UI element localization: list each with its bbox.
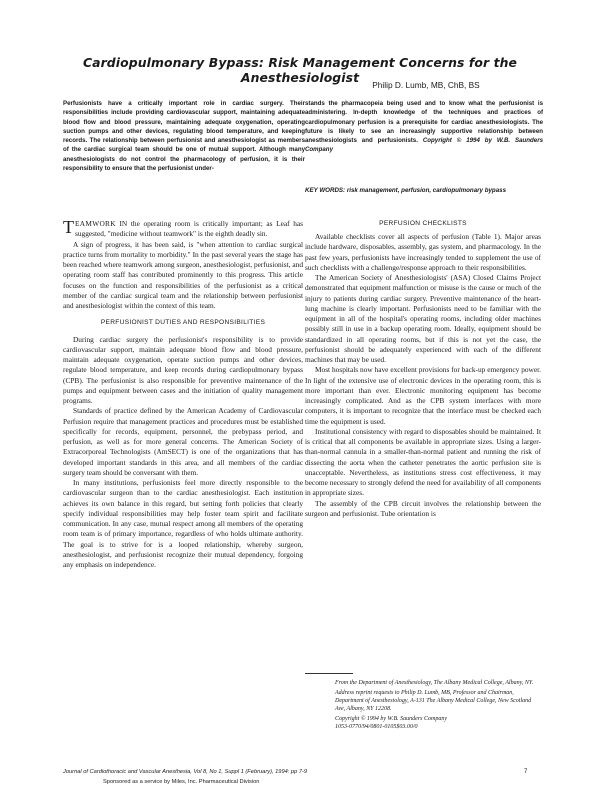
paragraph: The assembly of the CPB circuit involves the relationship between the surgeon and perfusionist. Tube orientation is [305,498,541,518]
footnote-reprints: Address reprint requests to Philip D. Lumb, MB, Professor and Chairman, Department of Anesthesiology, A-131 The Albany Medical College, New Scotland Ave, Albany, NY 12208. [335,690,532,712]
footnotes [335,679,540,733]
footnote-rule [305,673,353,674]
paragraph: A sign of progress, it has been said, is "when attention to cardiac surgical practice turns from mortality to morbidity." In the past several years the stage has been reached where teamwork among surgeon, anesthesiologist, perfusionist, and operating room staff has contributed prominently to this progress. This article focuses on the function and responsibilities of the perfusionist as a critical member of the cardiac surgical team and the relationship between perfusionist and anesthesiologist within the context of this team. [63,239,303,310]
section-heading: PERFUSIONIST DUTIES AND RESPONSIBILITIES [100,319,266,327]
paragraph: Standards of practice defined by the American Academy of Cardiovascular Perfusion require that management practices and procedures must be established specifically for records, equipment, personnel, the prebypass period, and perfusion, as well as for more general concerns. The American Society of Extracorporeal Technologists (AmSECT) is one of the organizations that has developed important standards in this area, and all members of the cardiac surgery team should be conversant with them. [63,406,303,477]
intro-rest: IN the operating room is critically important; as Leaf has suggested, "medicine without teamwork" is the eighth deadly sin. [75,219,303,239]
article-title: Cardiopulmonary Bypass: Risk Management Concerns for the Anesthesiologist [82,55,518,85]
paragraph: During cardiac surgery the perfusionist's responsibility is to provide cardiovascular support, maintain adequate blood flow and blood pressure, maintain adequate oxygenation, operate suction pumps and other devices, regulate blood temperature, and keep records during cardiopulmonary bypass (CPB). The perfusionist is also responsible for preventive maintenance of the pumps and equipment between cases and the initiation of quality management programs. [63,334,303,405]
key-words: KEY WORDS: risk management, perfusion, cardiopulmonary bypass [305,187,507,194]
left-column [63,219,303,570]
right-column [305,232,541,519]
author-line: Philip D. Lumb, MB, ChB, BS [372,80,480,90]
paragraph: In many institutions, perfusionists feel more directly responsible to the cardiovascular surgeon than to the cardiac anesthesiologist. Each institution achieves its own balance in this regard, but setting forth policies that clearly specify individual responsibilities may help foster team spirit and facilitate communication. In any case, mutual respect among all members of the operating room team is of primary importance, regardless of who holds ultimate authority. The goal is to strive for is a looped relationship, whereby surgeon, anesthesiologist, and perfusionist recognize their mutual dependency, forgoing any emphasis on independence. [63,478,303,569]
abstract-right-text: stands the pharmacopeia being used and to know what the perfusionist is administering. In-depth knowledge of the techniques and practices of cardiopulmonary perfusion is a prerequisite for cardiac anesthesiologists. The future is likely to see an increasingly supportive relationship between anesthesiologists and perfusionists. [305,100,543,145]
paragraph: Institutional consistency with regard to disposables should be maintained. It is critical that all components be available in appropriate sizes. Using a larger-than-normal cannula in a smaller-than-normal patient and running the risk of dissecting the aorta when the catheter penetrates the aortic perfusion site is unacceptable. Nevertheless, as institutions stress cost effectiveness, it may become necessary to strongly defend the need for availability of all components in appropriate sizes. [305,426,541,498]
intro-paragraph [63,219,303,240]
journal-citation: Journal of Cardiothoracic and Vascular Anesthesia, Vol 8, No 1, Suppl 1 (February), 1994: pp 7-9 [63,769,308,775]
drop-cap: T [63,217,74,237]
paragraph: Most hospitals now have excellent provisions for back-up emergency power. In light of the extensive use of electronic devices in the operating room, this is more important than ever. Electronic monitoring equipment has become increasingly complicated. And as the CPB system interfaces with more computers, it is important to recognize that the interface must be checked each time the equipment is used. [305,365,541,426]
paragraph: The American Society of Anesthesiologists' (ASA) Closed Claims Project demonstrated that equipment malfunction or misuse is the cause or much of the injury to patients during cardiac surgery. Preventive maintenance of the heart-lung machine is clearly important. Perfusionists need to be familiar with the equipment in all of the hospital's operating rooms, including older machines possibly still in use in a backup operating room. Ideally, equipment should be standardized in all operating rooms, but if this is not yet the case, the perfusionist should be adequately experienced with each of the different machines that may be used. [305,273,541,364]
abstract-right [305,99,543,155]
abstract-left: Perfusionists have a critically important role in cardiac surgery. Their responsibilities include providing cardiovascular support, maintaining adequate blood flow and blood pressure, maintaining adequate oxygenation, operating suction pumps and other devices, regulating blood temperature, and keeping records. The relationship between perfusionist and anesthesiologist as members of the cardiac surgical team should be one of mutual support. Although many anesthesiologists do not control the pharmacology of perfusion, it is their responsibility to ensure that the perfusionist under- [63,100,305,173]
intro-smallcaps: EAMWORK [75,219,116,228]
section-heading: PERFUSION CHECKLISTS [379,220,467,227]
sponsor-line: Sponsored as a service by Miles, Inc. Pharmaceutical Division [103,779,260,785]
page-number: 7 [524,769,528,775]
footnote-copyright: Copyright © 1994 by W.B. Saunders Company [335,716,447,722]
abstract-copyright: Copyright © 1994 by W.B. Saunders Company [305,137,543,154]
paragraph: Available checklists cover all aspects of perfusion (Table 1). Major areas include hardware, disposables, assembly, gas system, and pharmacology. In the past few years, perfusionists have increasingly tended to supplement the use of such checklists with a challenge/response approach to their responsibilities. [305,232,541,272]
footnote-affiliation: From the Department of Anesthesiology, The Albany Medical College, Albany, NY. [335,680,534,686]
footnote-issn: 1053-0770/94/0801-0105$03.00/0 [335,724,418,730]
